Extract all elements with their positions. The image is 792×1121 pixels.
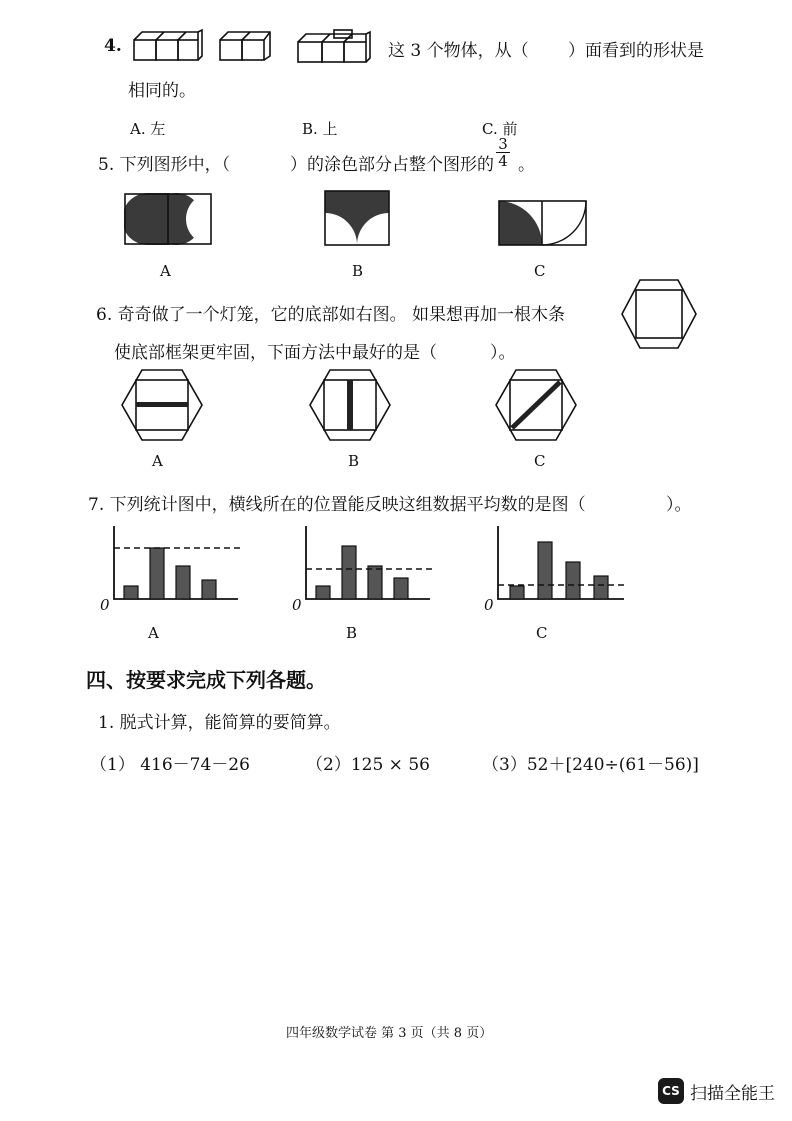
q6-line-1: 6. 奇奇做了一个灯笼，它的底部如右图。 如果想再加一根木条 bbox=[96, 305, 566, 325]
q6-option-b-hexagon bbox=[308, 368, 392, 442]
q7-origin-a: 0 bbox=[100, 596, 110, 614]
q6-label-a: A bbox=[152, 452, 163, 470]
q5-label-c: C bbox=[534, 262, 546, 280]
q4-option-b: B. 上 bbox=[302, 120, 338, 138]
q7-chart-b bbox=[304, 526, 434, 602]
q4-text-a: 这 3 个物体，从（ bbox=[388, 41, 529, 61]
q7-chart-a bbox=[112, 526, 242, 602]
q7-text-b: ）。 bbox=[666, 495, 692, 515]
q5-text-end: 。 bbox=[518, 155, 535, 175]
scanner-app-name: 扫描全能王 bbox=[690, 1083, 775, 1104]
q4-option-c: C. 前 bbox=[482, 120, 518, 138]
q6-label-b: B bbox=[348, 452, 360, 470]
q7-origin-b: 0 bbox=[292, 596, 302, 614]
page-footer: 四年级数学试卷 第 3 页（共 8 页） bbox=[286, 1026, 493, 1041]
fraction-numerator: 3 bbox=[498, 135, 508, 153]
calc-expression-2: （2）125 × 56 bbox=[306, 755, 430, 775]
q4-object-2 bbox=[218, 28, 274, 64]
q4-number: 4. bbox=[104, 36, 122, 56]
calc-expression-1: （1） 416－74－26 bbox=[90, 755, 250, 775]
fraction-denominator: 4 bbox=[498, 152, 508, 170]
section-four-heading: 四、按要求完成下列各题。 bbox=[86, 668, 326, 692]
q6-option-c-hexagon bbox=[494, 368, 578, 442]
q4-object-3 bbox=[296, 30, 372, 66]
camscanner-logo-icon: CS bbox=[658, 1078, 684, 1104]
calc-expression-3: （3）52＋[240÷(61－56)] bbox=[482, 755, 699, 775]
q5-figure-c bbox=[498, 200, 588, 246]
q5-label-a: A bbox=[160, 262, 171, 280]
q6-line-2: 使底部框架更牢固，下面方法中最好的是（ bbox=[114, 343, 437, 363]
q7-label-a: A bbox=[148, 624, 159, 642]
scanner-watermark bbox=[658, 1078, 775, 1104]
q4-text-c: 相同的。 bbox=[128, 81, 196, 101]
q6-label-c: C bbox=[534, 452, 546, 470]
q7-chart-c bbox=[496, 526, 628, 602]
q4-object-1 bbox=[132, 28, 204, 64]
q7-text-a: 7. 下列统计图中，横线所在的位置能反映这组数据平均数的是图（ bbox=[88, 495, 586, 515]
q4-option-a: A. 左 bbox=[130, 120, 166, 138]
q4-text-b: ）面看到的形状是 bbox=[568, 41, 704, 61]
q5-text-b: ）的涂色部分占整个图形的 bbox=[290, 155, 494, 175]
q7-label-b: B bbox=[346, 624, 358, 642]
q7-origin-c: 0 bbox=[484, 596, 494, 614]
fraction-3-4 bbox=[496, 136, 510, 169]
q5-text-a: 5. 下列图形中，（ bbox=[98, 155, 231, 175]
q5-figure-b bbox=[324, 190, 390, 246]
lantern-base-hexagon bbox=[620, 278, 698, 350]
q5-label-b: B bbox=[352, 262, 364, 280]
section-four-sub-1: 1. 脱式计算，能简算的要简算。 bbox=[98, 713, 341, 733]
q5-figure-a bbox=[124, 193, 212, 245]
q6-option-a-hexagon bbox=[120, 368, 204, 442]
q7-label-c: C bbox=[536, 624, 548, 642]
q6-line-2-end: ）。 bbox=[490, 343, 516, 363]
